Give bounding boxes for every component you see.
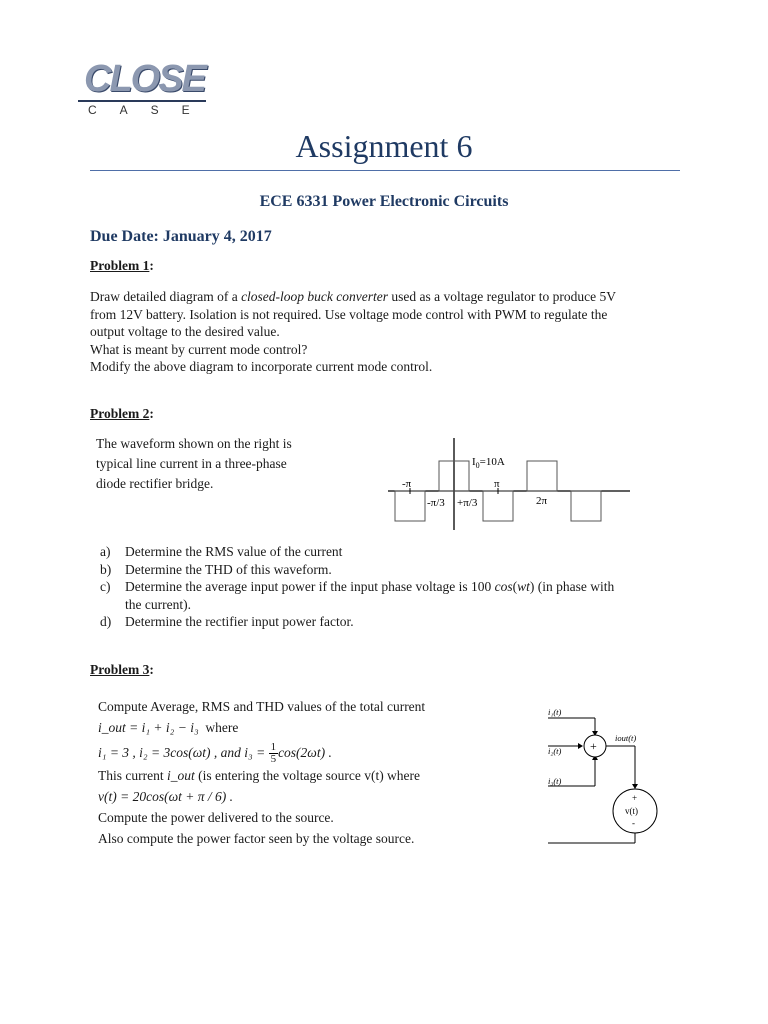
p3-line6: Compute the power delivered to the source.: [98, 810, 334, 826]
p3-currents: i₁ = 3 , i₂ = 3cos(ωt) , and i₃ =: [98, 745, 269, 760]
p1-line4: What is meant by current mode control?: [90, 341, 308, 357]
list-item: d) Determine the rectifier input power factor.: [100, 614, 354, 629]
p3-line4-math: i_out: [166, 768, 195, 784]
logo-rule: [78, 100, 206, 102]
p3-iout-eq: i_out = i₁ + i₂ − i₃: [98, 720, 199, 735]
problem3-heading: Problem 3:: [90, 662, 154, 677]
problem2-text: [96, 434, 336, 494]
p2-text-line3: diode rectifier bridge.: [96, 476, 214, 491]
p3-line1: Compute Average, RMS and THD values of the total current: [98, 699, 426, 714]
p1-line1-pre: Draw detailed diagram of a: [90, 289, 242, 304]
wave-pulse-neg-3: [571, 491, 601, 521]
title-rule: [90, 170, 680, 171]
problem3-body: [98, 696, 518, 849]
label-iout: iout(t): [615, 733, 637, 743]
label-neg-pi3: -π/3: [427, 497, 445, 509]
course-title: ECE 6331 Power Electronic Circuits: [259, 193, 509, 210]
source-minus: -: [632, 818, 635, 828]
p2-text-line1: The waveform shown on the right is: [96, 436, 292, 451]
label-i2: i₂(t): [548, 746, 562, 756]
list-item: b) Determine the THD of this waveform.: [100, 561, 332, 577]
p1-line3: output voltage to the desired value.: [90, 324, 280, 339]
waveform-diagram: [380, 436, 640, 532]
p3-line4-post: (is entering the voltage source v(t) where: [194, 768, 421, 784]
wave-pulse-pos-2: [527, 461, 557, 491]
label-neg-pi: -π: [402, 478, 412, 490]
p1-line1-em: closed-loop buck converter: [241, 289, 389, 304]
logo: [78, 56, 213, 120]
wave-pulse-neg-1: [395, 491, 425, 521]
label-pos-pi3: +π/3: [457, 497, 478, 509]
problem2-list: [100, 543, 680, 631]
p3-line7: Also compute the power factor seen by the voltage source.: [98, 831, 415, 847]
source-label: v(t): [625, 806, 638, 816]
arrow-i2: [578, 743, 583, 749]
problem1-body: [90, 288, 690, 376]
frac-num: 1: [270, 741, 277, 754]
p3-currents-tail: cos(2ωt) .: [278, 745, 332, 760]
p1-line5: Modify the above diagram to incorporate current mode control.: [90, 359, 433, 374]
problem1-heading: Problem 1:: [90, 258, 154, 273]
logo-letters: CLOSE: [84, 58, 205, 100]
wave-pulse-neg-2: [483, 491, 513, 521]
source-plus: +: [632, 793, 638, 803]
list-item: a) Determine the RMS value of the current: [100, 544, 343, 559]
logo-word: CASE: [88, 103, 213, 117]
p3-line4-pre: This current: [98, 768, 167, 784]
problem2-heading-text: Problem 2: [90, 406, 150, 421]
p3-where: where: [205, 720, 239, 735]
frac-den: 5: [270, 753, 277, 766]
p1-line2: from 12V battery. Isolation is not required. Use voltage mode control with PWM to regulate the: [90, 306, 608, 322]
p1-line1-post: used as a voltage regulator to produce 5V: [388, 289, 616, 304]
label-i3: i₃(t): [548, 776, 562, 786]
label-pi: π: [494, 478, 500, 490]
page-title: Assignment 6: [295, 128, 473, 164]
arrow-iout: [632, 784, 638, 789]
p3-voltage-eq: v(t) = 20cos(ωt + π / 6) .: [98, 789, 233, 805]
summing-plus: +: [590, 739, 597, 753]
circuit-diagram: [540, 708, 680, 854]
label-i0: $I_0=10A$: [472, 456, 505, 470]
problem1-heading-text: Problem 1: [90, 258, 150, 273]
p2-text-line2: typical line current in a three-phase: [96, 456, 287, 471]
due-date: Due Date: January 4, 2017: [90, 228, 272, 245]
problem2-heading: Problem 2:: [90, 406, 154, 421]
problem3-heading-text: Problem 3: [90, 662, 150, 677]
label-two-pi: 2π: [536, 495, 548, 507]
label-i1: i₁(t): [548, 708, 562, 717]
list-item: c) Determine the average input power if the input phase voltage is 100 cos(wt) (in phase with the current).: [100, 579, 615, 612]
